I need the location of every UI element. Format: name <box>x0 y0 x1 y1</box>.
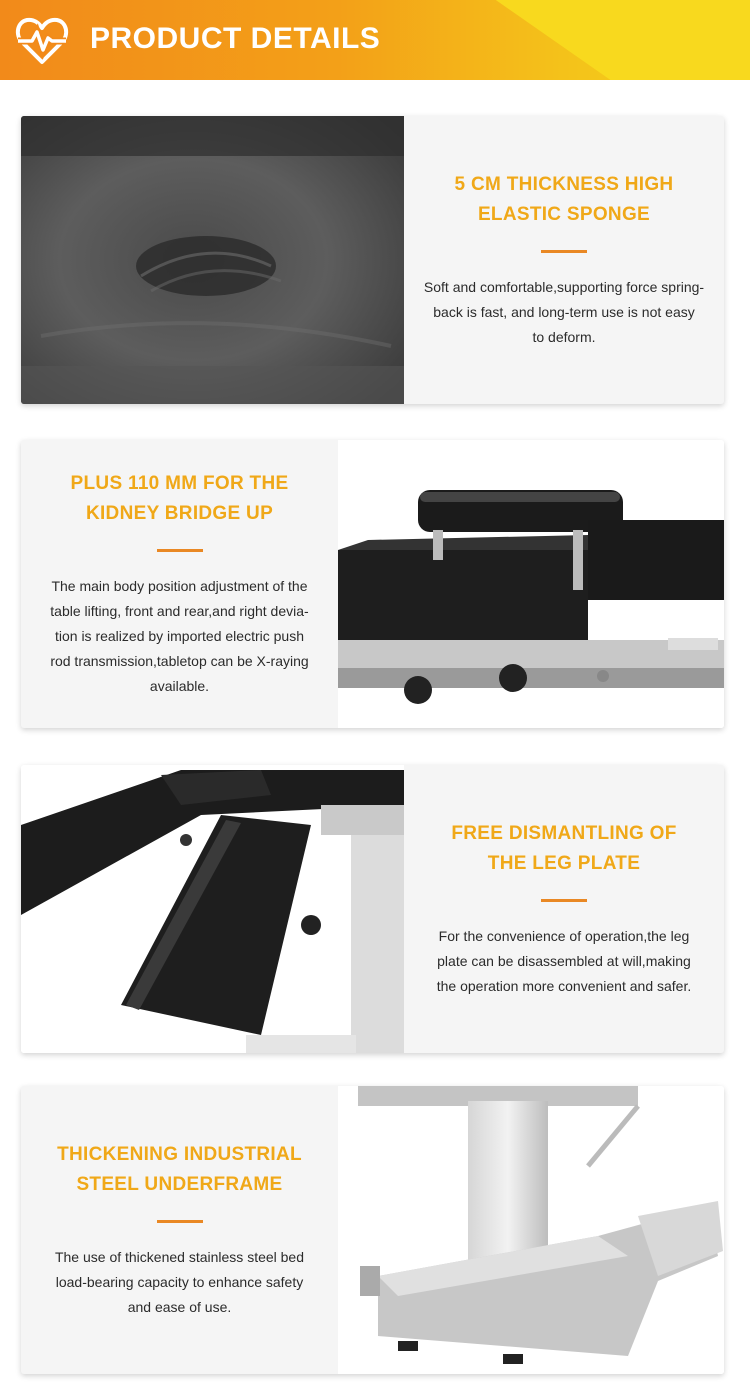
desc-line: available. <box>149 678 210 694</box>
desc-line: The main body position adjustment of the <box>51 578 308 594</box>
feature-description <box>50 574 308 699</box>
title-divider <box>541 899 587 902</box>
feature-title-line: THE LEG PLATE <box>487 853 641 874</box>
title-divider <box>157 1220 203 1223</box>
feature-text-sponge <box>404 116 724 404</box>
desc-line: plate can be disassembled at will,making <box>437 953 691 969</box>
feature-card-leg-plate <box>21 765 724 1053</box>
feature-description <box>55 1245 304 1320</box>
desc-line: and ease of use. <box>127 1299 232 1315</box>
feature-title <box>57 1140 302 1200</box>
desc-line: rod transmission,tabletop can be X-raying <box>50 653 309 669</box>
feature-title-line: KIDNEY BRIDGE UP <box>85 503 274 524</box>
feature-card-sponge <box>21 116 724 404</box>
feature-text-steel-underframe <box>21 1086 338 1374</box>
feature-title-line: ELASTIC SPONGE <box>477 204 651 225</box>
desc-line: table lifting, front and rear,and right devia- <box>50 603 309 619</box>
heart-pulse-icon <box>14 12 70 68</box>
feature-description <box>437 924 692 999</box>
feature-text-kidney-bridge <box>21 440 338 728</box>
sponge-cushion-photo <box>21 116 404 404</box>
feature-title <box>451 819 676 879</box>
desc-line: load-bearing capacity to enhance safety <box>55 1274 304 1290</box>
feature-title-line: 5 CM THICKNESS HIGH <box>454 174 674 195</box>
feature-card-kidney-bridge <box>21 440 724 728</box>
desc-line: to deform. <box>532 329 596 345</box>
desc-line: the operation more convenient and safer. <box>436 978 692 994</box>
desc-line: For the convenience of operation,the leg <box>438 928 690 944</box>
feature-title <box>455 170 674 230</box>
feature-title-line: FREE DISMANTLING OF <box>451 823 677 844</box>
title-divider <box>157 549 203 552</box>
steel-underframe-photo <box>338 1086 724 1374</box>
feature-title-line: THICKENING INDUSTRIAL <box>57 1144 302 1165</box>
desc-line: Soft and comfortable,supporting force spring- <box>423 279 705 295</box>
page-title: PRODUCT DETAILS <box>90 22 381 55</box>
title-divider <box>541 250 587 253</box>
kidney-bridge-photo <box>338 440 724 728</box>
feature-card-steel-underframe <box>21 1086 724 1374</box>
feature-title-line: PLUS 110 MM FOR THE <box>70 473 289 494</box>
header-banner <box>0 0 750 80</box>
feature-description <box>424 275 704 350</box>
feature-text-leg-plate <box>404 765 724 1053</box>
desc-line: tion is realized by imported electric push <box>54 628 304 644</box>
desc-line: The use of thickened stainless steel bed <box>54 1249 305 1265</box>
feature-title <box>71 469 289 529</box>
feature-title-line: STEEL UNDERFRAME <box>76 1174 283 1195</box>
banner-stripe <box>440 0 750 80</box>
leg-plate-photo <box>21 765 404 1053</box>
desc-line: back is fast, and long-term use is not easy <box>433 304 695 320</box>
